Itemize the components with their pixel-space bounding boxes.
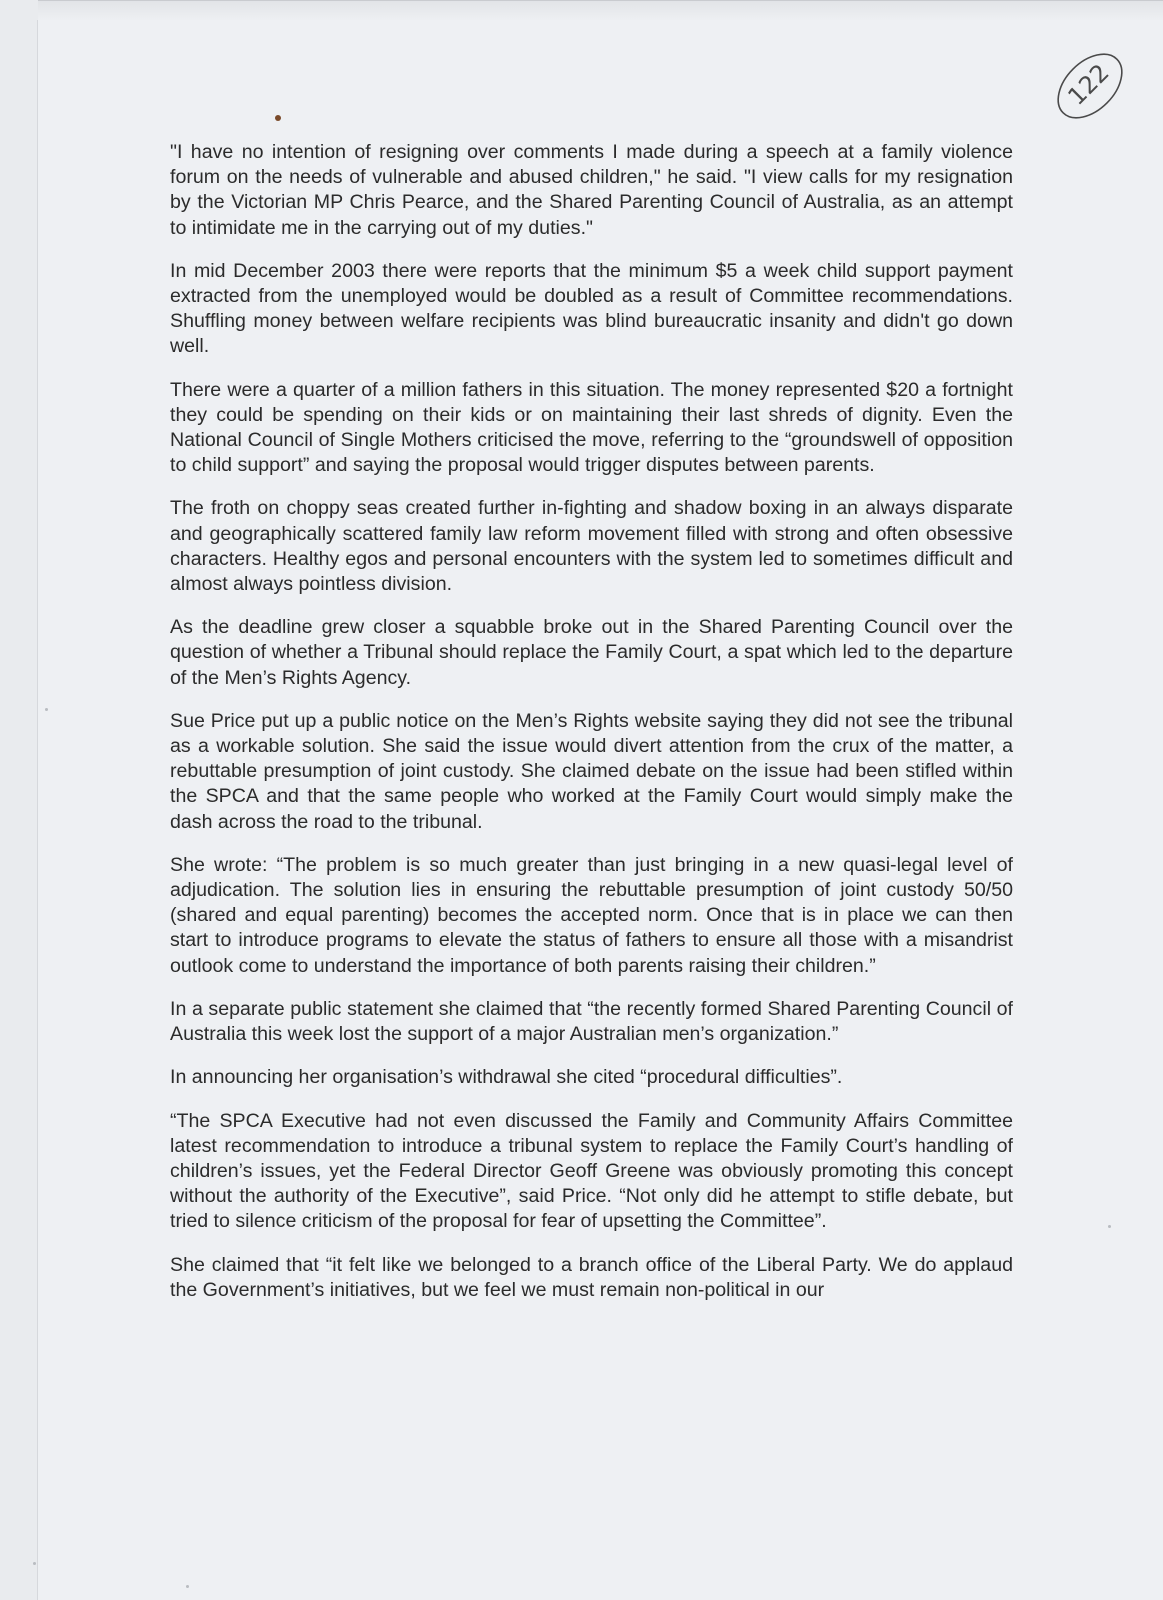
paragraph-10: “The SPCA Executive had not even discussed the Family and Community Affairs Committee latest recommendation to introduce a tribunal system to replace the Family Court’s handling of children’s issues, yet the Federal Director Geoff Greene was obviously promoting this concept without the authority of the Executive”, said Price. “Not only did he attempt to stifle debate, but tried to silence criticism of the proposal for fear of upsetting the Committee”. [170,1109,1013,1233]
paragraph-8: In a separate public statement she claimed that “the recently formed Shared Parenting Council of Australia this week lost the support of a major Australian men’s organization.” [170,997,1013,1046]
paragraph-4: The froth on choppy seas created further in-fighting and shadow boxing in an always disparate and geographically scattered family law reform movement filled with strong and often obsessive characters. Healthy egos and personal encounters with the system led to sometimes difficult and almost always pointless division. [170,497,1013,596]
page-number-text: 122 [1062,58,1115,111]
scan-top-edge [38,0,1163,21]
scan-speck [1108,1225,1111,1228]
handwritten-page-number [1040,36,1140,136]
document-body [170,140,1013,1321]
paragraph-1: "I have no intention of resigning over comments I made during a speech at a family violence forum on the needs of vulnerable and abused children," he said. "I view calls for my resignation by the Victorian MP Chris Pearce, and the Shared Parenting Council of Australia, as an attempt to intimidate me in the carrying out of my duties." [170,141,1013,239]
paragraph-6: Sue Price put up a public notice on the Men’s Rights website saying they did not see the tribunal as a workable solution. She said the issue would divert attention from the crux of the matter, a rebuttable presumption of joint custody. She claimed debate on the issue had been stifled within the SPCA and that the same people who worked at the Family Court would simply make the dash across the road to the tribunal. [170,709,1013,833]
scan-speck [33,1562,36,1565]
paragraph-11: She claimed that “it felt like we belonged to a branch office of the Liberal Party. We do applaud the Government’s initiatives, but we feel we must remain non-political in our [170,1253,1013,1301]
circled-page-number-icon [1040,36,1140,136]
paragraph-3: There were a quarter of a million fathers in this situation. The money represented $20 a fortnight they could be spending on their kids or on maintaining their last shreds of dignity. Even the National Council of Single Mothers criticised the move, referring to the “groundswell of opposition to child support” and saying the proposal would trigger disputes between parents. [170,378,1013,477]
scan-speck [186,1585,189,1588]
scan-speck [45,708,48,711]
paragraph-9: In announcing her organisation’s withdrawal she cited “procedural difficulties”. [170,1066,843,1089]
paragraph-2: In mid December 2003 there were reports that the minimum $5 a week child support payment extracted from the unemployed would be doubled as a result of Committee recommendations. Shuffling money between welfare recipients was blind bureaucratic insanity and didn't go down well. [170,259,1013,358]
paragraph-7: She wrote: “The problem is so much greater than just bringing in a new quasi-legal level of adjudication. The solution lies in ensuring the rebuttable presumption of joint custody 50/50 (shared and equal parenting) becomes the accepted norm. Once that is in place we can then start to introduce programs to elevate the status of fathers to ensure all those with a misandrist outlook come to understand the importance of both parents raising their children.” [170,853,1013,977]
paragraph-5: As the deadline grew closer a squabble broke out in the Shared Parenting Council over the question of whether a Tribunal should replace the Family Court, a spat which led to the departure of the Men’s Rights Agency. [170,616,1013,689]
ink-dot [275,115,281,121]
